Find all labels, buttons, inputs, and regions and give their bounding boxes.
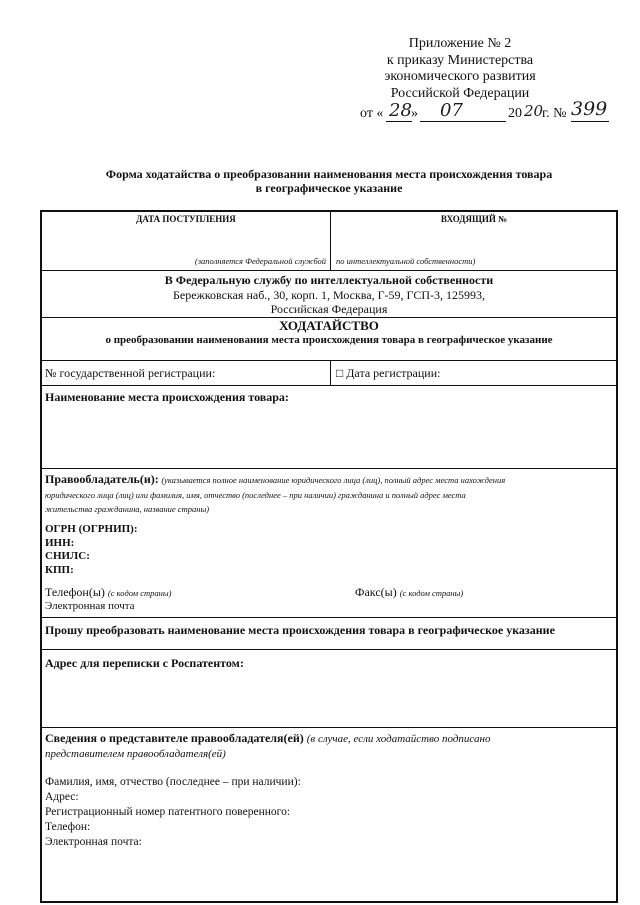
holder-note-2: юридического лица (лиц) или фамилия, имя, отчество (последнее – при наличии) гражданина и полный адрес места <box>45 490 466 500</box>
date-month: 07 <box>440 100 463 121</box>
reg-date-label: Дата регистрации: <box>346 366 441 380</box>
addressee-block <box>40 273 618 317</box>
form-title-line-1: Форма ходатайства о преобразовании наименования места происхождения товара <box>105 167 553 181</box>
kpp-label: КПП: <box>45 563 74 576</box>
holder-fax <box>355 585 463 600</box>
representative-block <box>45 731 613 762</box>
representative-label: Сведения о представителе правообладателя(ей) <box>45 731 304 745</box>
rule-5 <box>40 468 618 469</box>
addressee-address-1: Бережковская наб., 30, корп. 1, Москва, Г-59, ГСП-3, 125993, <box>172 287 485 302</box>
rule-6 <box>40 617 618 618</box>
rep-phone-label: Телефон: <box>45 821 91 833</box>
date-close: » <box>411 106 418 121</box>
rep-email-label: Электронная почта: <box>45 836 142 848</box>
addressee-address-2: Российская Федерация <box>270 302 388 316</box>
holder-email: Электронная почта <box>45 600 135 612</box>
appendix-line-3: экономического развития <box>384 69 536 84</box>
rep-patent-reg-label: Регистрационный номер патентного поверенного: <box>45 806 291 818</box>
appendix-line-1: Приложение № 2 <box>408 36 512 51</box>
rule-8 <box>40 727 618 728</box>
phone-label: Телефон(ы) <box>45 585 105 599</box>
date-prefix: от « <box>360 106 384 121</box>
form-title-line-2: в географическое указание <box>255 181 403 195</box>
representative-note-2: представителем правообладателя(ей) <box>45 748 226 760</box>
correspondence-label: Адрес для переписки с Роспатентом: <box>45 656 244 670</box>
order-date-line <box>360 98 610 124</box>
addressee-name: В Федеральную службу по интеллектуальной собственности <box>164 273 494 287</box>
form-title <box>40 167 618 195</box>
appendix-line-4: Российской Федерации <box>390 85 530 101</box>
appendix-block <box>355 36 565 102</box>
receipt-incoming-label: ВХОДЯЩИЙ № <box>440 214 508 224</box>
holder-note-1: (указывается полное наименование юридического лица (лиц), полный адрес места нахождения <box>161 475 506 485</box>
receipt-filled-by-right: по интеллектуальной собственности) <box>336 256 476 266</box>
date-year-prefix: 20 <box>508 106 522 121</box>
receipt-date-label: ДАТА ПОСТУПЛЕНИЯ <box>136 214 236 224</box>
date-year: 20 <box>524 102 544 120</box>
date-year-suffix: г. № <box>542 106 567 121</box>
date-month-underline <box>420 121 506 122</box>
registration-divider <box>330 360 331 385</box>
state-reg-number-field[interactable]: № государственной регистрации: <box>45 366 216 380</box>
holder-block <box>45 472 613 516</box>
ogrn-label: ОГРН (ОГРНИП): <box>45 523 138 535</box>
inn-label: ИНН: <box>45 536 75 549</box>
representative-fields <box>45 775 301 850</box>
request-text: Прошу преобразовать наименование места происхождения товара в географическое указание <box>45 623 555 637</box>
rule-7 <box>40 649 618 650</box>
snils-label: СНИЛС: <box>45 550 90 562</box>
fax-note: (с кодом страны) <box>399 588 464 598</box>
holder-ids <box>45 523 138 577</box>
holder-phone <box>45 585 171 600</box>
date-day: 28 <box>389 100 412 121</box>
rep-fio-label: Фамилия, имя, отчество (последнее – при наличии): <box>45 776 301 788</box>
representative-note-1: (в случае, если ходатайство подписано <box>306 733 491 745</box>
holder-label: Правообладатель(и): <box>45 472 159 486</box>
rule-3 <box>40 360 618 361</box>
petition-subtitle: о преобразовании наименования места происхождения товара в географическое указание <box>105 334 553 346</box>
order-number-underline <box>571 121 609 122</box>
fax-label: Факс(ы) <box>355 585 397 599</box>
receipt-filled-by-left: (заполняется Федеральной службой <box>194 256 326 266</box>
petition-title: ХОДАТАЙСТВО <box>279 318 379 333</box>
reg-date-checkbox[interactable]: □ <box>336 366 344 380</box>
place-name-label: Наименование места происхождения товара: <box>45 390 289 404</box>
holder-note-3: жительства гражданина, название страны) <box>45 504 210 514</box>
order-number: 399 <box>571 98 608 120</box>
appendix-line-2: к приказу Министерства <box>386 52 534 68</box>
rule-1 <box>40 270 618 271</box>
receipt-divider <box>330 211 331 270</box>
reg-date-field[interactable] <box>336 366 440 381</box>
phone-note: (с кодом страны) <box>107 588 172 598</box>
rule-4 <box>40 385 618 386</box>
date-day-underline <box>386 121 412 122</box>
rep-address-label: Адрес: <box>45 791 79 803</box>
